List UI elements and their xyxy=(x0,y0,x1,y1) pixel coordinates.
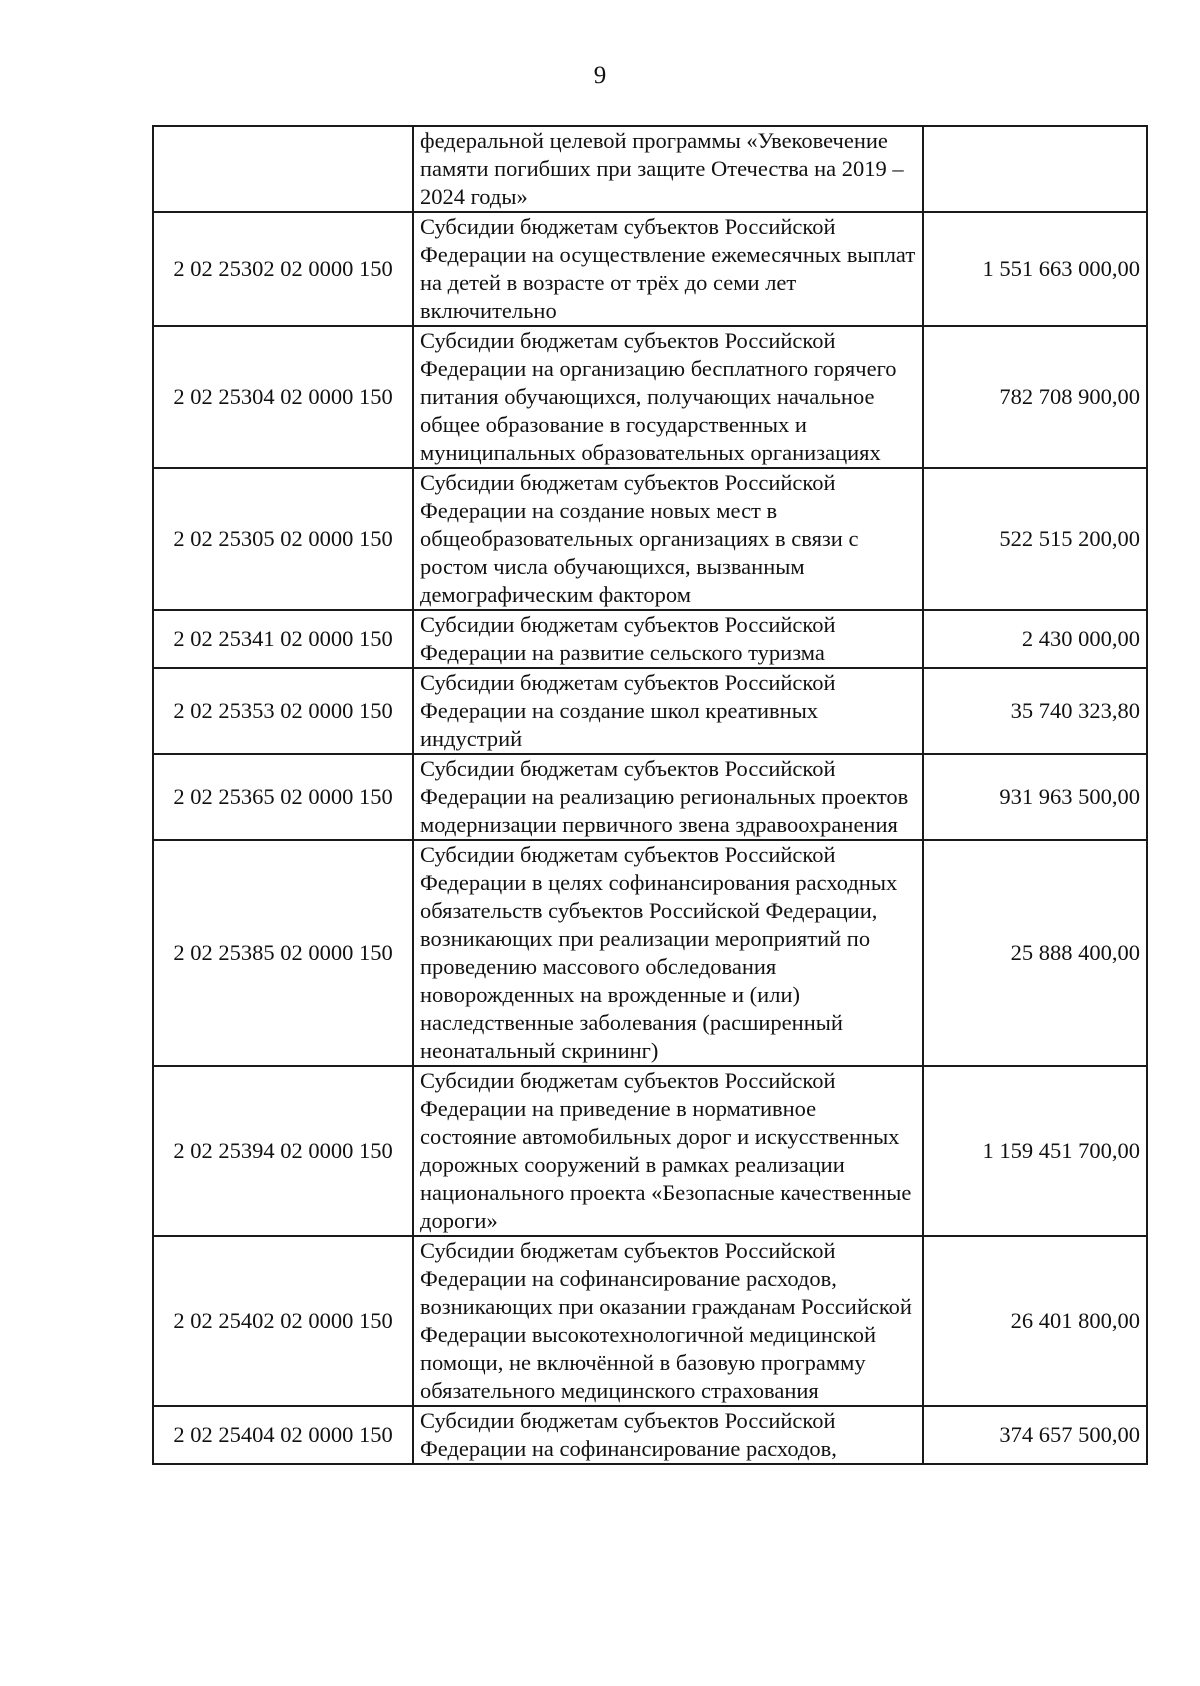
table-row xyxy=(153,212,1147,326)
amount-cell: 931 963 500,00 xyxy=(923,754,1147,840)
table-row xyxy=(153,1236,1147,1406)
amount-cell xyxy=(923,126,1147,212)
revenue-code-cell: 2 02 25404 02 0000 150 xyxy=(153,1406,413,1464)
revenue-name-cell: Субсидии бюджетам субъектов Российской Федерации на софинансирование расходов, xyxy=(413,1406,923,1464)
table-row xyxy=(153,1406,1147,1464)
page-number: 9 xyxy=(593,62,607,89)
revenue-name-cell: Субсидии бюджетам субъектов Российской Федерации на организацию бесплатного горячего питания обучающихся, получающих начальное общее образование в государственных и муниципальных образовательных организациях xyxy=(413,326,923,468)
revenue-code-cell: 2 02 25365 02 0000 150 xyxy=(153,754,413,840)
amount-cell: 1 159 451 700,00 xyxy=(923,1066,1147,1236)
table-row xyxy=(153,126,1147,212)
revenue-code-cell: 2 02 25302 02 0000 150 xyxy=(153,212,413,326)
revenue-name-cell: Субсидии бюджетам субъектов Российской Федерации на создание новых мест в общеобразовательных организациях в связи с ростом числа обучающихся, вызванным демографическим фактором xyxy=(413,468,923,610)
revenue-code-cell: 2 02 25304 02 0000 150 xyxy=(153,326,413,468)
table-row xyxy=(153,668,1147,754)
amount-cell: 25 888 400,00 xyxy=(923,840,1147,1066)
amount-cell: 2 430 000,00 xyxy=(923,610,1147,668)
revenue-code-cell: 2 02 25402 02 0000 150 xyxy=(153,1236,413,1406)
revenue-name-cell: Субсидии бюджетам субъектов Российской Федерации на создание школ креативных индустрий xyxy=(413,668,923,754)
table-row xyxy=(153,326,1147,468)
revenue-code-cell: 2 02 25353 02 0000 150 xyxy=(153,668,413,754)
amount-cell: 374 657 500,00 xyxy=(923,1406,1147,1464)
revenue-code-cell: 2 02 25341 02 0000 150 xyxy=(153,610,413,668)
amount-cell: 1 551 663 000,00 xyxy=(923,212,1147,326)
revenue-code-cell xyxy=(153,126,413,212)
revenue-name-cell: Субсидии бюджетам субъектов Российской Федерации на софинансирование расходов, возникающих при оказании гражданам Российской Федерации высокотехнологичной медицинской помощи, не включённой в базовую программу обязательного медицинского страхования xyxy=(413,1236,923,1406)
amount-cell: 26 401 800,00 xyxy=(923,1236,1147,1406)
revenue-name-cell: Субсидии бюджетам субъектов Российской Федерации на осуществление ежемесячных выплат на детей в возрасте от трёх до семи лет включительно xyxy=(413,212,923,326)
revenue-name-cell: федеральной целевой программы «Увековечение памяти погибших при защите Отечества на 2019 – 2024 годы» xyxy=(413,126,923,212)
table-row xyxy=(153,468,1147,610)
revenue-name-cell: Субсидии бюджетам субъектов Российской Федерации на развитие сельского туризма xyxy=(413,610,923,668)
revenue-code-cell: 2 02 25305 02 0000 150 xyxy=(153,468,413,610)
revenue-name-cell: Субсидии бюджетам субъектов Российской Федерации в целях софинансирования расходных обязательств субъектов Российской Федерации, возникающих при реализации мероприятий по проведению массового обследования новорожденных на врожденные и (или) наследственные заболевания (расширенный неонатальный скрининг) xyxy=(413,840,923,1066)
revenue-name-cell: Субсидии бюджетам субъектов Российской Федерации на приведение в нормативное состояние автомобильных дорог и искусственных дорожных сооружений в рамках реализации национального проекта «Безопасные качественные дороги» xyxy=(413,1066,923,1236)
table-row xyxy=(153,610,1147,668)
table-row xyxy=(153,840,1147,1066)
amount-cell: 782 708 900,00 xyxy=(923,326,1147,468)
budget-revenue-table xyxy=(152,125,1148,1465)
revenue-name-cell: Субсидии бюджетам субъектов Российской Федерации на реализацию региональных проектов модернизации первичного звена здравоохранения xyxy=(413,754,923,840)
revenue-code-cell: 2 02 25394 02 0000 150 xyxy=(153,1066,413,1236)
revenue-code-cell: 2 02 25385 02 0000 150 xyxy=(153,840,413,1066)
table-row xyxy=(153,1066,1147,1236)
amount-cell: 522 515 200,00 xyxy=(923,468,1147,610)
amount-cell: 35 740 323,80 xyxy=(923,668,1147,754)
table-row xyxy=(153,754,1147,840)
